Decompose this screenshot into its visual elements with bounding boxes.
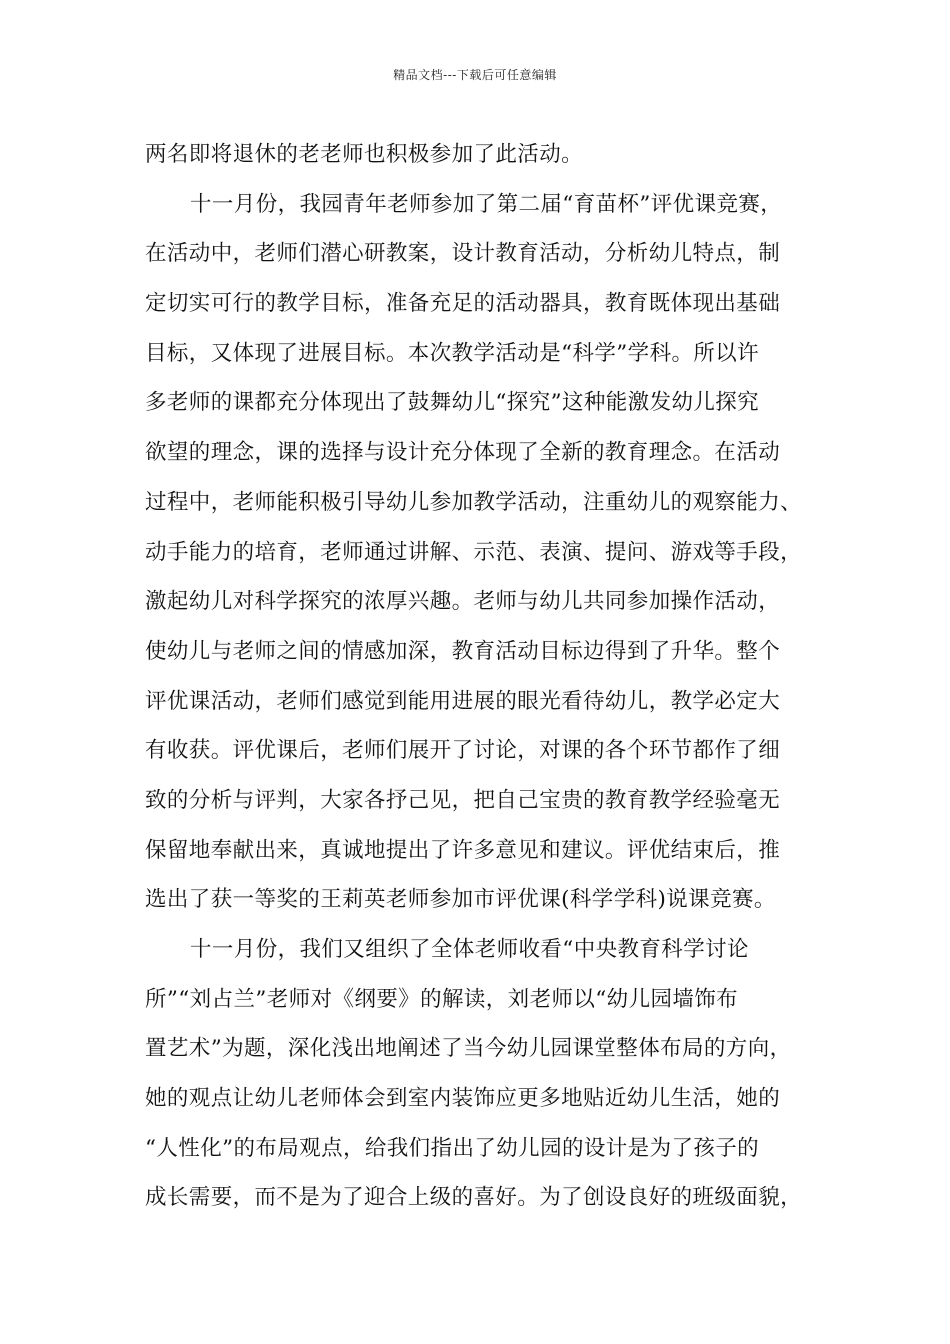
text-line: 她的观点让幼儿老师体会到室内装饰应更多地贴近幼儿生活，她的 (145, 1086, 781, 1112)
text-line: 评优课活动，老师们感觉到能用进展的眼光看待幼儿，教学必定大 (145, 688, 781, 714)
text-line: 两名即将退休的老老师也积极参加了此活动。 (145, 142, 584, 167)
text-line: 有收获。评优课后，老师们展开了讨论，对课的各个环节都作了细 (145, 738, 781, 764)
text-line: 保留地奉献出来，真诚地提出了许多意见和建议。评优结束后，推 (145, 837, 781, 863)
text-line: 置艺术”为题，深化浅出地阐述了当今幼儿园课堂整体布局的方向， (145, 1036, 792, 1062)
text-line: 选出了获一等奖的王莉英老师参加市评优课(科学学科)说课竞赛。 (145, 887, 776, 913)
text-line: 激起幼儿对科学探究的浓厚兴趣。老师与幼儿共同参加操作活动， (145, 589, 781, 615)
text-line: 过程中，老师能积极引导幼儿参加教学活动，注重幼儿的观察能力、 (145, 489, 803, 515)
text-line: 所”“刘占兰”老师对《纲要》的解读，刘老师以“幼儿园墙饰布 (145, 986, 739, 1012)
text-line: 十一月份，我园青年老师参加了第二届“育苗杯”评优课竞赛， (190, 191, 783, 217)
text-line: “人性化”的布局观点，给我们指出了幼儿园的设计是为了孩子的 (145, 1135, 760, 1161)
paragraph-youth-teacher-contest (145, 180, 835, 925)
text-line: 致的分析与评判，大家各抒己见，把自己宝贵的教育教学经验毫无 (145, 787, 781, 813)
paragraph-lecture-viewing (145, 925, 835, 1223)
document-body (145, 130, 835, 1223)
text-line: 定切实可行的教学目标，准备充足的活动器具，教育既体现出基础 (145, 291, 781, 317)
text-line: 十一月份，我们又组织了全体老师收看“中央教育科学讨论 (190, 937, 749, 962)
page-header: 精品文档---下载后可任意编辑 (393, 68, 557, 82)
text-line: 目标，又体现了进展目标。本次教学活动是“科学”学科。所以许 (145, 340, 760, 366)
paragraph-continuation (145, 130, 835, 180)
text-line: 多老师的课都充分体现出了鼓舞幼儿“探究”这种能激发幼儿探究 (145, 390, 760, 416)
text-line: 欲望的理念，课的选择与设计充分体现了全新的教育理念。在活动 (145, 440, 781, 466)
text-line: 成长需要，而不是为了迎合上级的喜好。为了创设良好的班级面貌， (145, 1185, 803, 1211)
text-line: 在活动中，老师们潜心研教案，设计教育活动，分析幼儿特点，制 (145, 241, 781, 267)
text-line: 使幼儿与老师之间的情感加深，教育活动目标边得到了升华。整个 (145, 638, 781, 664)
text-line: 动手能力的培育，老师通过讲解、示范、表演、提问、游戏等手段， (145, 539, 803, 565)
